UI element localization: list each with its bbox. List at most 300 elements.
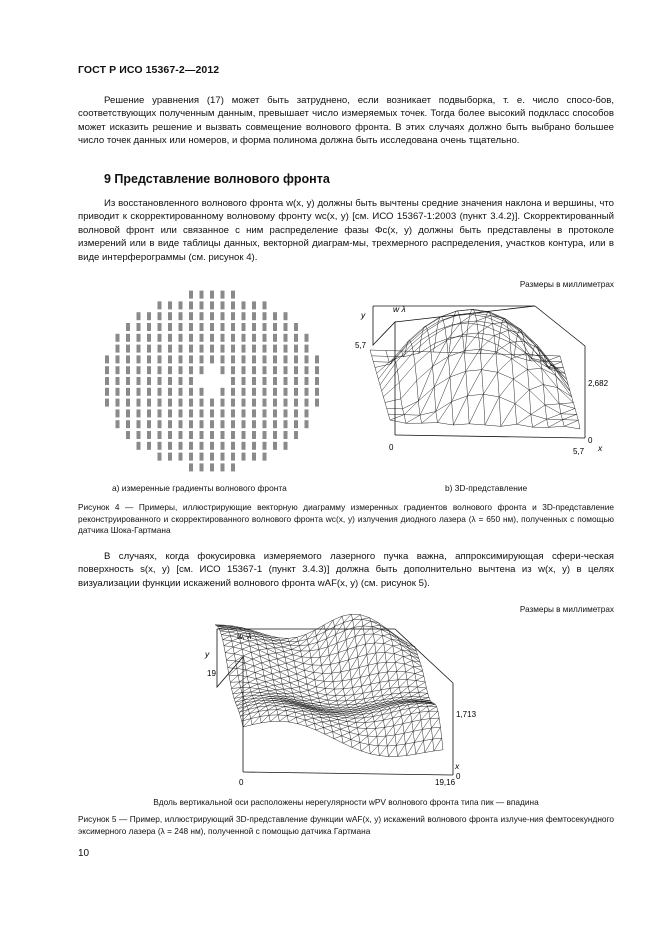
value-zero-left: 0 — [389, 443, 394, 452]
gradient-marker — [294, 345, 298, 353]
figure4-caption: Рисунок 4 — Примеры, иллюстрирующие векторную диаграмму измеренных градиентов волнового фронта и 3D-представление реконструированного и скорректированного волнового фронта wc(x, y) излучения диодного лазера (λ = 650 нм), полученных с помощью датчика Шока-Гартмана — [78, 502, 614, 535]
gradient-marker — [294, 377, 298, 385]
gradient-marker — [200, 431, 204, 439]
gradient-marker — [168, 409, 172, 417]
gradient-marker — [179, 420, 183, 428]
gradient-marker — [284, 345, 288, 353]
gradient-marker — [189, 355, 193, 363]
dome-mesh-diagonal — [469, 353, 568, 424]
gradient-marker — [231, 334, 235, 342]
gradient-marker — [221, 301, 225, 309]
surface-mesh-diagonal — [288, 666, 421, 722]
dome-mesh-line — [372, 336, 562, 362]
figure5-caption: Рисунок 5 — Пример, иллюстрирующий 3D-представление функции wAF(x, y) искажений волнового фронта излуче-ния фемтосекундного эксимерного лазера (λ = 248 нм), полученной с помощью датчика Гартмана — [78, 814, 614, 836]
gradient-marker — [126, 388, 130, 396]
gradient-marker — [200, 420, 204, 428]
gradient-marker — [116, 377, 120, 385]
gradient-marker — [231, 345, 235, 353]
value-zero: 0 — [239, 778, 244, 787]
gradient-marker — [210, 420, 214, 428]
gradient-marker — [273, 312, 277, 320]
gradient-marker — [137, 366, 141, 374]
gradient-marker — [231, 420, 235, 428]
figure4a-subcaption: а) измеренные градиенты волнового фронта — [112, 483, 287, 493]
gradient-marker — [168, 377, 172, 385]
gradient-marker — [221, 463, 225, 471]
gradient-marker — [305, 420, 309, 428]
gradient-marker — [158, 388, 162, 396]
dome-mesh-line — [383, 333, 573, 403]
gradient-marker — [231, 453, 235, 461]
surface-mesh-line — [333, 620, 361, 751]
gradient-marker — [179, 431, 183, 439]
gradient-marker — [189, 420, 193, 428]
gradient-marker — [168, 345, 172, 353]
axis-y-label: y — [361, 310, 366, 320]
gradient-marker — [305, 399, 309, 407]
gradient-marker — [200, 291, 204, 299]
gradient-marker — [252, 377, 256, 385]
gradient-marker — [105, 366, 109, 374]
gradient-marker — [179, 355, 183, 363]
gradient-marker — [284, 355, 288, 363]
document-header: ГОСТ Р ИСО 15367-2—2012 — [78, 64, 220, 76]
gradient-marker — [189, 345, 193, 353]
gradient-marker — [252, 420, 256, 428]
gradient-marker — [210, 409, 214, 417]
gradient-marker — [200, 312, 204, 320]
gradient-marker — [105, 377, 109, 385]
section-title: 9 Представление волнового фронта — [104, 172, 330, 186]
gradient-marker — [179, 345, 183, 353]
gradient-marker — [252, 431, 256, 439]
gradient-marker — [158, 399, 162, 407]
gradient-marker — [179, 366, 183, 374]
paragraph-subsampling-text: Решение уравнения (17) может быть затруднено, если возникает подвыборка, т. е. число спосо-бов, соответствующих полученным данным, превышает число измеряемых точек. Тогда более высокий подкласс способов может исказить решение и вызвать совмещение волнового фронта. В этих случаях должно быть выбрано большее число точек данных или номеров, и форма полинома должна быть исследована очень тщательно. — [78, 95, 614, 147]
gradient-marker — [168, 420, 172, 428]
gradient-marker — [210, 463, 214, 471]
gradient-marker — [168, 431, 172, 439]
gradient-marker — [200, 442, 204, 450]
gradient-marker — [179, 442, 183, 450]
gradient-marker — [242, 453, 246, 461]
gradient-marker — [231, 442, 235, 450]
dome-mesh-diagonal — [548, 414, 576, 427]
gradient-marker — [305, 366, 309, 374]
gradient-marker — [168, 355, 172, 363]
figure4a-gradient-diagram — [90, 286, 335, 476]
gradient-marker — [273, 399, 277, 407]
gradient-marker — [179, 312, 183, 320]
gradient-marker — [210, 312, 214, 320]
gradient-marker — [221, 420, 225, 428]
gradient-marker — [105, 388, 109, 396]
gradient-marker — [126, 431, 130, 439]
box-bottom-front — [395, 435, 585, 438]
gradient-marker — [263, 355, 267, 363]
gradient-marker — [147, 420, 151, 428]
surface-mesh-diagonal — [233, 616, 342, 694]
surface-mesh-line — [288, 638, 316, 730]
gradient-marker — [263, 323, 267, 331]
gradient-marker — [294, 366, 298, 374]
gradient-marker — [147, 399, 151, 407]
gradient-marker — [263, 420, 267, 428]
figure4b-subcaption: b) 3D-представление — [445, 483, 528, 493]
paragraph-focusing-text: В случаях, когда фокусировка измеряемого лазерного пучка важна, аппроксимирующая сфери-ческая поверхность s(x, y) [см. ИСО 15367-1 (пункт 3.4.3)] должна быть дополнительно вычтена из w(x, y) в целях визуализации функции искажений волнового фронта wAF(x, y) (см. рисунок 5). — [78, 551, 614, 589]
gradient-marker — [221, 388, 225, 396]
gradient-marker — [147, 355, 151, 363]
gradient-marker — [137, 388, 141, 396]
gradient-marker — [116, 355, 120, 363]
gradient-marker — [189, 453, 193, 461]
gradient-marker — [221, 291, 225, 299]
gradient-marker — [273, 431, 277, 439]
gradient-marker — [242, 388, 246, 396]
dome-mesh-line — [386, 351, 406, 424]
gradient-marker — [200, 323, 204, 331]
gradient-marker — [221, 345, 225, 353]
axis5-x-label: x — [455, 761, 460, 771]
gradient-marker — [231, 463, 235, 471]
gradient-marker — [147, 334, 151, 342]
gradient-marker — [252, 453, 256, 461]
gradient-marker — [315, 355, 319, 363]
gradient-marker — [210, 323, 214, 331]
gradient-marker — [263, 377, 267, 385]
surface-mesh-diagonal — [434, 738, 442, 751]
gradient-marker — [221, 334, 225, 342]
gradient-marker — [137, 442, 141, 450]
gradient-marker — [210, 453, 214, 461]
axis5-w-label: w, λ — [237, 631, 252, 641]
paragraph-subsampling — [78, 94, 614, 148]
gradient-marker — [221, 366, 225, 374]
gradient-marker — [179, 377, 183, 385]
surface-mesh-line — [324, 625, 352, 747]
gradient-marker — [210, 442, 214, 450]
gradient-marker — [137, 355, 141, 363]
gradient-marker — [263, 366, 267, 374]
surface-mesh-diagonal — [388, 704, 435, 756]
gradient-marker — [126, 323, 130, 331]
gradient-marker — [263, 442, 267, 450]
gradient-marker — [252, 399, 256, 407]
gradient-marker — [137, 377, 141, 385]
gradient-marker — [273, 420, 277, 428]
gradient-marker — [221, 453, 225, 461]
gradient-marker — [168, 442, 172, 450]
gradient-marker — [242, 355, 246, 363]
gradient-marker — [158, 323, 162, 331]
gradient-marker — [263, 431, 267, 439]
gradient-marker — [200, 355, 204, 363]
gradient-marker — [242, 420, 246, 428]
gradient-marker — [315, 377, 319, 385]
paragraph-wavefront — [78, 197, 614, 264]
gradient-marker — [231, 377, 235, 385]
gradient-marker — [189, 366, 193, 374]
gradient-marker — [210, 334, 214, 342]
gradient-marker — [284, 323, 288, 331]
gradient-marker — [263, 453, 267, 461]
gradient-marker — [263, 334, 267, 342]
gradient-marker — [147, 442, 151, 450]
gradient-marker — [189, 442, 193, 450]
gradient-marker — [315, 399, 319, 407]
gradient-marker — [158, 355, 162, 363]
gradient-marker — [294, 388, 298, 396]
gradient-marker — [179, 323, 183, 331]
dome-mesh-line — [433, 317, 453, 425]
gradient-marker — [284, 399, 288, 407]
box-left-edges — [373, 306, 395, 435]
gradient-marker — [294, 420, 298, 428]
gradient-marker — [147, 409, 151, 417]
gradient-marker — [242, 301, 246, 309]
gradient-marker — [105, 355, 109, 363]
gradient-marker — [189, 431, 193, 439]
gradient-marker — [263, 409, 267, 417]
gradient-marker — [147, 388, 151, 396]
gradient-marker — [221, 399, 225, 407]
gradient-marker — [294, 355, 298, 363]
gradient-marker — [273, 334, 277, 342]
value-5-7-y: 5,7 — [355, 341, 367, 350]
surface-mesh-line — [243, 721, 443, 756]
gradient-marker — [179, 334, 183, 342]
gradient-marker — [273, 377, 277, 385]
gradient-marker — [158, 345, 162, 353]
value-5-7-x: 5,7 — [573, 447, 585, 456]
gradient-marker — [252, 334, 256, 342]
gradient-marker — [315, 388, 319, 396]
gradient-marker — [126, 366, 130, 374]
box5-left-edges — [217, 629, 243, 772]
gradient-marker — [179, 399, 183, 407]
gradient-marker — [284, 431, 288, 439]
gradient-marker — [168, 453, 172, 461]
gradient-marker — [221, 312, 225, 320]
surface-mesh-line — [297, 637, 325, 734]
value-zero-right: 0 — [588, 436, 593, 445]
gradient-marker — [210, 399, 214, 407]
gradient-marker — [231, 291, 235, 299]
gradient-marker — [189, 301, 193, 309]
gradient-marker — [242, 442, 246, 450]
gradient-marker — [168, 399, 172, 407]
gradient-marker — [231, 301, 235, 309]
gradient-marker — [252, 409, 256, 417]
gradient-marker — [305, 377, 309, 385]
axis-x-label: x — [598, 443, 603, 453]
gradient-marker — [126, 334, 130, 342]
gradient-marker — [158, 377, 162, 385]
gradient-marker — [294, 334, 298, 342]
gradient-marker — [231, 323, 235, 331]
gradient-marker — [210, 291, 214, 299]
gradient-marker — [116, 366, 120, 374]
gradient-marker — [137, 399, 141, 407]
box5-top-right — [395, 629, 453, 683]
gradient-marker — [231, 399, 235, 407]
gradient-marker — [294, 409, 298, 417]
gradient-marker — [158, 366, 162, 374]
gradient-marker — [158, 301, 162, 309]
gradient-marker — [189, 377, 193, 385]
gradient-marker — [189, 399, 193, 407]
gradient-marker — [273, 345, 277, 353]
gradient-marker — [137, 431, 141, 439]
gradient-marker — [284, 420, 288, 428]
gradient-marker — [200, 334, 204, 342]
gradient-marker — [210, 431, 214, 439]
gradient-marker — [284, 366, 288, 374]
gradient-marker — [221, 409, 225, 417]
dimensions-label-fig4: Размеры в миллиметрах — [519, 280, 614, 289]
gradient-marker — [221, 442, 225, 450]
gradient-marker — [242, 377, 246, 385]
gradient-marker — [137, 345, 141, 353]
value-19-16: 19,16 — [435, 778, 456, 787]
gradient-marker — [105, 399, 109, 407]
gradient-marker — [168, 301, 172, 309]
gradient-marker — [242, 399, 246, 407]
gradient-marker — [284, 377, 288, 385]
gradient-marker — [284, 409, 288, 417]
gradient-marker — [242, 431, 246, 439]
surface-mesh-diagonal — [361, 702, 431, 751]
gradient-marker — [116, 345, 120, 353]
gradient-marker — [305, 388, 309, 396]
gradient-marker — [252, 388, 256, 396]
surface-mesh-line — [306, 634, 334, 738]
gradient-marker — [158, 334, 162, 342]
dimensions-label-fig5: Размеры в миллиметрах — [519, 605, 614, 614]
figure4b-3d-plot — [345, 290, 613, 460]
gradient-marker — [200, 345, 204, 353]
gradient-marker — [242, 366, 246, 374]
gradient-marker — [294, 431, 298, 439]
gradient-marker — [231, 431, 235, 439]
dome-mesh-diagonal — [564, 420, 578, 426]
gradient-marker — [137, 420, 141, 428]
gradient-marker — [221, 431, 225, 439]
dome-mesh-line — [418, 327, 438, 423]
gradient-marker — [252, 301, 256, 309]
gradient-marker — [210, 301, 214, 309]
gradient-marker — [126, 409, 130, 417]
gradient-marker — [231, 366, 235, 374]
gradient-marker — [179, 301, 183, 309]
gradient-marker — [147, 431, 151, 439]
value-zero-right5: 0 — [456, 772, 461, 781]
dome-mesh-diagonal — [390, 312, 560, 420]
gradient-marker — [116, 409, 120, 417]
gradient-marker — [231, 355, 235, 363]
gradient-marker — [273, 366, 277, 374]
surface-mesh-diagonal — [416, 718, 439, 754]
gradient-marker — [273, 323, 277, 331]
gradient-marker — [284, 312, 288, 320]
axis-w-label: w λ — [393, 304, 406, 314]
gradient-marker — [252, 355, 256, 363]
gradient-marker — [126, 399, 130, 407]
gradient-marker — [189, 323, 193, 331]
gradient-marker — [315, 366, 319, 374]
figure5-note: Вдоль вертикальной оси расположены нерегулярности wPV волнового фронта типа пик — впадина — [153, 797, 539, 807]
gradient-marker — [168, 312, 172, 320]
gradient-marker — [200, 453, 204, 461]
gradient-marker — [158, 409, 162, 417]
gradient-marker — [221, 323, 225, 331]
gradient-marker — [137, 334, 141, 342]
gradient-marker — [252, 312, 256, 320]
gradient-marker — [284, 334, 288, 342]
paragraph-wavefront-text: Из восстановленного волнового фронта w(x, y) должны быть вычтены средние значения наклона и вершины, что приводит к скорректированному волновому фронту wc(x, y) [см. ИСО 15367-1:2003 (пункт 3.4.2)]. Скорректированный волновой фронт или связанное с ним распределение фазы Φc(x, y) должны быть представлены в протоколе измерений или в виде таблицы данных, векторной диаграм-мы, трехмерного распределения, участков контура, или в виде интерферограммы (см. рисунок 4). — [78, 198, 614, 263]
gradient-marker — [179, 453, 183, 461]
gradient-marker — [263, 388, 267, 396]
gradient-marker — [147, 312, 151, 320]
gradient-marker — [158, 431, 162, 439]
dome-mesh-line — [377, 310, 567, 380]
gradient-marker — [263, 399, 267, 407]
gradient-marker — [179, 388, 183, 396]
gradient-marker — [200, 388, 204, 396]
gradient-marker — [147, 366, 151, 374]
gradient-marker — [116, 388, 120, 396]
gradient-marker — [231, 409, 235, 417]
gradient-marker — [158, 312, 162, 320]
figure5-3d-plot — [195, 617, 477, 787]
gradient-marker — [263, 345, 267, 353]
value-1-713: 1,713 — [456, 710, 477, 719]
paragraph-focusing — [78, 550, 614, 590]
gradient-marker — [252, 345, 256, 353]
gradient-marker — [189, 334, 193, 342]
gradient-marker — [221, 355, 225, 363]
gradient-marker — [158, 453, 162, 461]
gradient-marker — [284, 388, 288, 396]
wavefront-dome-mesh — [370, 309, 580, 429]
gradient-marker — [137, 312, 141, 320]
gradient-marker — [147, 323, 151, 331]
gradient-marker — [231, 312, 235, 320]
gradient-marker — [210, 355, 214, 363]
gradient-marker — [126, 345, 130, 353]
gradient-marker — [200, 366, 204, 374]
gradient-marker — [200, 409, 204, 417]
gradient-marker — [189, 463, 193, 471]
axis5-y-label: y — [205, 649, 210, 659]
page-number: 10 — [78, 848, 90, 859]
gradient-marker — [168, 323, 172, 331]
gradient-marker — [189, 291, 193, 299]
gradient-marker — [126, 355, 130, 363]
gradient-marker — [116, 399, 120, 407]
box-top-right — [535, 306, 585, 346]
gradient-marker — [305, 355, 309, 363]
dome-mesh-line — [560, 356, 580, 429]
gradient-marker — [126, 377, 130, 385]
gradient-marker — [242, 323, 246, 331]
surface-mesh-line — [226, 660, 426, 696]
gradient-marker — [147, 345, 151, 353]
gradient-marker — [210, 345, 214, 353]
gradient-marker — [189, 312, 193, 320]
gradient-marker — [273, 409, 277, 417]
gradient-marker — [200, 463, 204, 471]
